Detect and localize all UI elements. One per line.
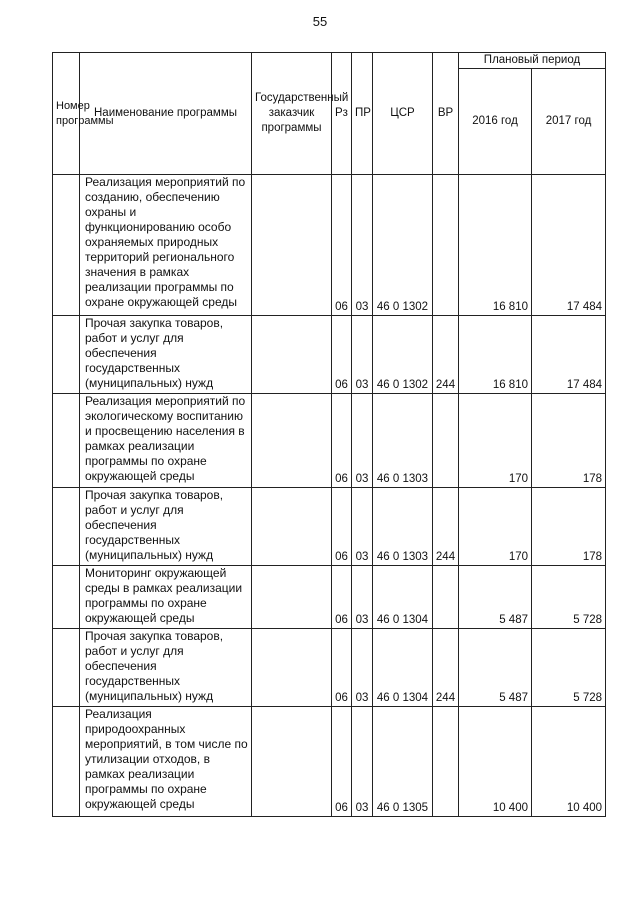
csr-cell: 46 0 1305 (373, 707, 433, 817)
header-program-name: Наименование программы (80, 53, 252, 175)
program-number-cell (53, 175, 80, 316)
pr-cell: 03 (352, 707, 373, 817)
value-2017-cell: 17 484 (532, 316, 606, 394)
customer-cell (252, 707, 332, 817)
vr-cell (433, 175, 459, 316)
csr-cell: 46 0 1303 (373, 394, 433, 488)
header-customer: Государственный заказчик программы (252, 53, 332, 175)
table-row (53, 566, 606, 629)
value-2017-cell: 17 484 (532, 175, 606, 316)
rz-cell: 06 (332, 175, 352, 316)
pr-cell: 03 (352, 488, 373, 566)
program-name-cell: Реализация мероприятий по экологическому воспитанию и просвещению населения в рамках реализации программы по охране окружающей среды (80, 394, 252, 488)
vr-cell (433, 566, 459, 629)
value-2016-cell: 5 487 (459, 629, 532, 707)
header-program-number: Номер программы (53, 53, 80, 175)
csr-cell: 46 0 1303 (373, 488, 433, 566)
table-row (53, 394, 606, 488)
header-year-2017: 2017 год (532, 69, 606, 175)
budget-table (52, 52, 606, 817)
rz-cell: 06 (332, 394, 352, 488)
program-name-cell: Реализация природоохранных мероприятий, в том числе по утилизации отходов, в рамках реализации программы по охране окружающей среды (80, 707, 252, 817)
vr-cell: 244 (433, 629, 459, 707)
header-year-2016: 2016 год (459, 69, 532, 175)
vr-cell (433, 394, 459, 488)
customer-cell (252, 175, 332, 316)
program-name-cell: Реализация мероприятий по созданию, обеспечению охраны и функционированию особо охраняемых природных территорий регионального значения в рамках реализации программы по охране окружающей среды (80, 175, 252, 316)
csr-cell: 46 0 1302 (373, 175, 433, 316)
vr-cell: 244 (433, 488, 459, 566)
rz-cell: 06 (332, 629, 352, 707)
program-number-cell (53, 488, 80, 566)
vr-cell (433, 707, 459, 817)
customer-cell (252, 488, 332, 566)
pr-cell: 03 (352, 175, 373, 316)
customer-cell (252, 566, 332, 629)
value-2016-cell: 170 (459, 394, 532, 488)
csr-cell: 46 0 1302 (373, 316, 433, 394)
table-row (53, 629, 606, 707)
program-name-cell: Прочая закупка товаров, работ и услуг для обеспечения государственных (муниципальных) нужд (80, 629, 252, 707)
rz-cell: 06 (332, 707, 352, 817)
program-number-cell (53, 707, 80, 817)
csr-cell: 46 0 1304 (373, 566, 433, 629)
vr-cell: 244 (433, 316, 459, 394)
value-2016-cell: 5 487 (459, 566, 532, 629)
value-2017-cell: 5 728 (532, 629, 606, 707)
rz-cell: 06 (332, 488, 352, 566)
program-name-cell: Мониторинг окружающей среды в рамках реализации программы по охране окружающей среды (80, 566, 252, 629)
page-number: 55 (312, 14, 328, 29)
value-2016-cell: 16 810 (459, 175, 532, 316)
header-csr: ЦСР (373, 53, 433, 175)
customer-cell (252, 394, 332, 488)
pr-cell: 03 (352, 629, 373, 707)
value-2016-cell: 16 810 (459, 316, 532, 394)
header-vr: ВР (433, 53, 459, 175)
customer-cell (252, 316, 332, 394)
pr-cell: 03 (352, 394, 373, 488)
program-number-cell (53, 394, 80, 488)
rz-cell: 06 (332, 316, 352, 394)
header-row-top (53, 53, 606, 69)
pr-cell: 03 (352, 316, 373, 394)
table-row (53, 488, 606, 566)
value-2017-cell: 178 (532, 394, 606, 488)
csr-cell: 46 0 1304 (373, 629, 433, 707)
table-row (53, 175, 606, 316)
value-2017-cell: 10 400 (532, 707, 606, 817)
value-2017-cell: 178 (532, 488, 606, 566)
customer-cell (252, 629, 332, 707)
table-row (53, 316, 606, 394)
pr-cell: 03 (352, 566, 373, 629)
table-row (53, 707, 606, 817)
header-pr: ПР (352, 53, 373, 175)
rz-cell: 06 (332, 566, 352, 629)
program-number-cell (53, 566, 80, 629)
header-planning-period: Плановый период (459, 53, 606, 69)
program-name-cell: Прочая закупка товаров, работ и услуг для обеспечения государственных (муниципальных) нужд (80, 316, 252, 394)
value-2016-cell: 170 (459, 488, 532, 566)
header-rz: Рз (332, 53, 352, 175)
program-number-cell (53, 316, 80, 394)
value-2016-cell: 10 400 (459, 707, 532, 817)
program-name-cell: Прочая закупка товаров, работ и услуг для обеспечения государственных (муниципальных) нужд (80, 488, 252, 566)
program-number-cell (53, 629, 80, 707)
value-2017-cell: 5 728 (532, 566, 606, 629)
